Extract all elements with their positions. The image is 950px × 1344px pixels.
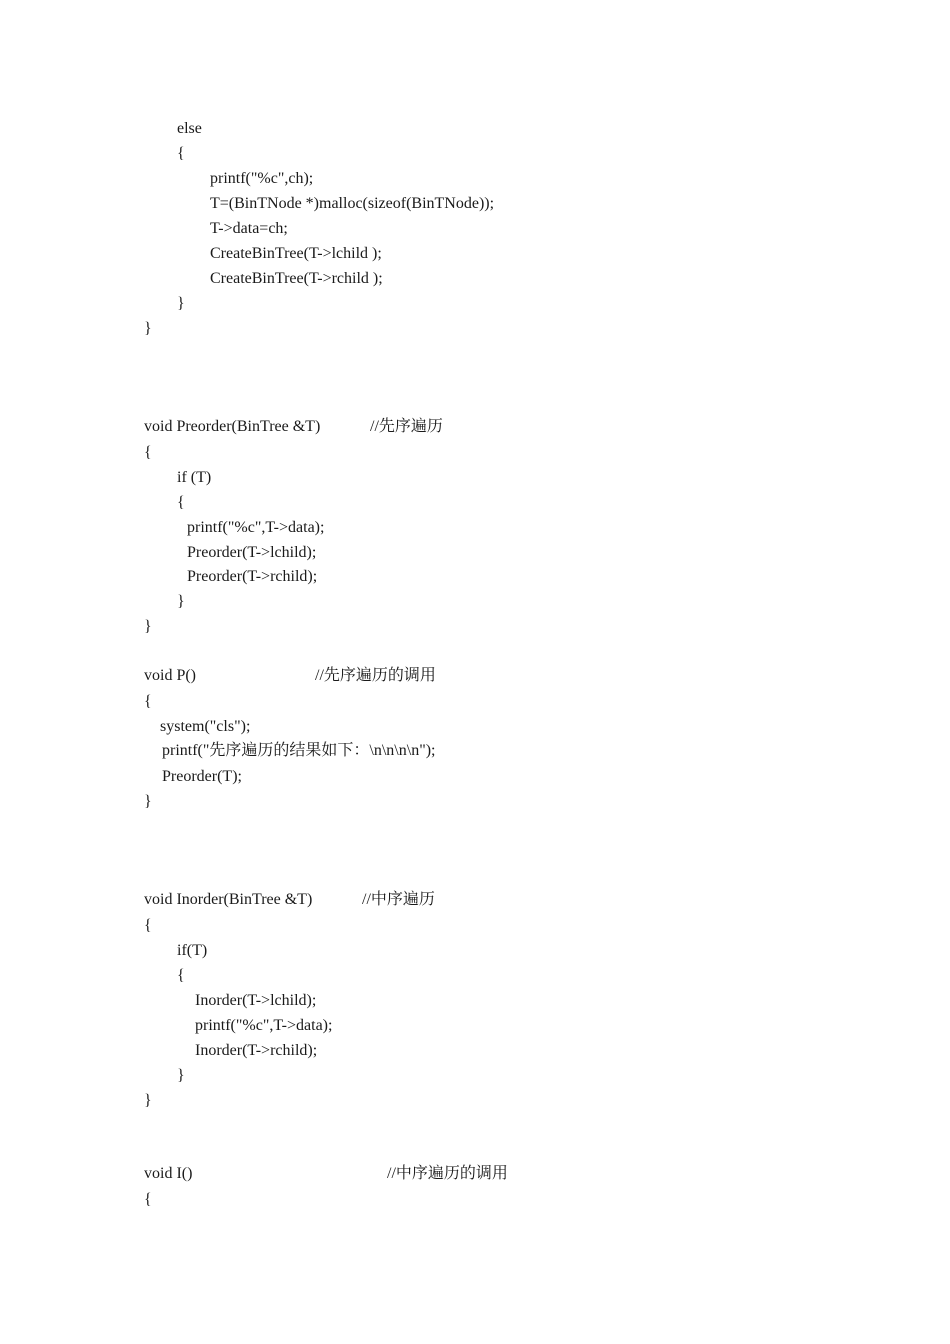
- code-line: Inorder(T->rchild);: [195, 1042, 318, 1059]
- code-line: CreateBinTree(T->lchild );: [210, 245, 382, 262]
- code-line: }: [144, 1092, 152, 1109]
- code-line: T->data=ch;: [210, 220, 288, 237]
- code-comment: //先序遍历: [370, 418, 443, 435]
- function-signature: void P(): [144, 667, 196, 684]
- code-line: }: [144, 618, 152, 635]
- code-line: printf("%c",T->data);: [187, 519, 325, 536]
- code-line: CreateBinTree(T->rchild );: [210, 270, 383, 287]
- function-signature: void Inorder(BinTree &T): [144, 891, 313, 908]
- code-line: }: [177, 1067, 185, 1084]
- code-line: }: [144, 320, 152, 337]
- code-line: {: [144, 444, 152, 461]
- code-line: {: [144, 1191, 152, 1208]
- code-line: printf("先序遍历的结果如下：\n\n\n\n");: [162, 742, 436, 759]
- code-line: }: [177, 295, 185, 312]
- code-line: system("cls");: [160, 718, 251, 735]
- code-line: else: [177, 120, 202, 137]
- code-line: }: [144, 793, 152, 810]
- code-line: printf("%c",ch);: [210, 170, 314, 187]
- code-comment: //先序遍历的调用: [315, 667, 436, 684]
- code-line: {: [177, 967, 185, 984]
- code-line: if(T): [177, 942, 208, 959]
- code-comment: //中序遍历的调用: [387, 1165, 508, 1182]
- code-line: {: [144, 693, 152, 710]
- code-line: {: [177, 494, 185, 511]
- code-line: Preorder(T);: [162, 768, 242, 785]
- code-line: Preorder(T->rchild);: [187, 568, 318, 585]
- function-signature: void Preorder(BinTree &T): [144, 418, 321, 435]
- code-line: Preorder(T->lchild);: [187, 544, 317, 561]
- code-comment: //中序遍历: [362, 891, 435, 908]
- code-line: T=(BinTNode *)malloc(sizeof(BinTNode));: [210, 195, 495, 212]
- code-line: printf("%c",T->data);: [195, 1017, 333, 1034]
- function-signature: void I(): [144, 1165, 193, 1182]
- code-line: {: [177, 145, 185, 162]
- code-line: Inorder(T->lchild);: [195, 992, 317, 1009]
- code-line: {: [144, 917, 152, 934]
- code-line: }: [177, 593, 185, 610]
- code-line: if (T): [177, 469, 212, 486]
